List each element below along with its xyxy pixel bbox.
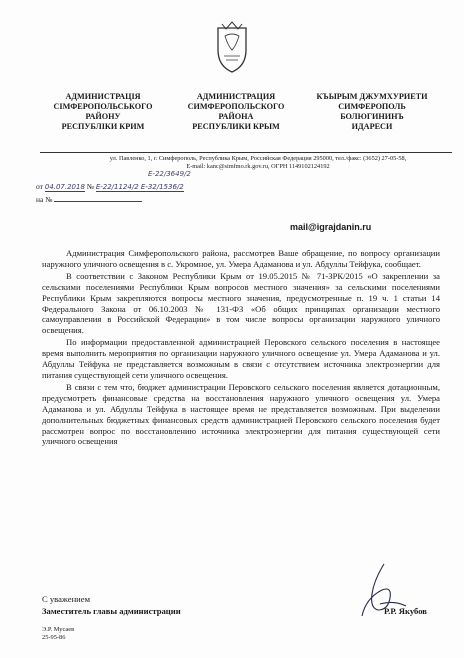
- header-crimean-tatar: КЪЫРЫМ ДЖУМХУРИЕТИ СИМФЕРОПОЛЬ БОЛЮГИНИНЪ ИДАРЕСИ: [316, 92, 428, 131]
- header-ukrainian: АДМИНИСТРАЦІЯ СІМФЕРОПОЛЬСЬКОГО РАЙОНУ РЕСПУБЛІКИ КРИМ: [53, 92, 153, 131]
- executor-info: [42, 626, 74, 642]
- incoming-number: [54, 201, 142, 202]
- from-label: от: [36, 182, 43, 191]
- from-date: 04.07.2018: [44, 183, 85, 191]
- recipient-email: mail@igrajdanin.ru: [290, 222, 372, 232]
- number-label: №: [86, 182, 94, 191]
- header-russian: АДМИНИСТРАЦИЯ СИМФЕРОПОЛЬСКОГО РАЙОНА РЕСПУБЛИКИ КРЫМ: [187, 92, 285, 131]
- outgoing-reference: [36, 182, 184, 192]
- signer-name: Р.Р. Якубов: [384, 606, 427, 616]
- paragraph: По информации предоставленной администрацией Перовского сельского поселения в настоящее время выполнить мероприятия по организации наружного уличного освещение ул. Умера Адаманова и ул. Абдуллы Тейфука не представляется возможным в связи с отсутствием источника электроэнергии для питания существующей сети уличного освещения.: [42, 337, 440, 380]
- header-divider: [40, 152, 452, 153]
- crimea-emblem-icon: [212, 20, 252, 76]
- closing-phrase: С уважением: [42, 594, 91, 604]
- paragraph: В соответствии с Законом Республики Крым от 19.05.2015 № 71-ЗРК/2015 «О закреплении за сельскими поселениями Республики Крым вопросов местного значения» за сельскими поселениями Республики Крым закрепляются вопросы местного значения, предусмотренные п. 19 ч. 1 статьи 14 Федерального Закона от 06.10.2003 № 131-ФЗ «Об общих принципах организации местного самоуправления в Российской Федерации» в том числе вопросы организации наружного уличного освещения.: [42, 270, 440, 336]
- outgoing-number: Е-22/1124/2 Е-32/1536/2: [95, 183, 184, 191]
- signer-title: Заместитель главы администрации: [42, 606, 181, 616]
- incoming-reference: [36, 195, 142, 204]
- registration-stamp: Е-22/3649/2: [148, 170, 191, 178]
- executor-phone: 25-95-86: [42, 634, 66, 641]
- letter-body: [42, 248, 440, 448]
- paragraph: Администрация Симферопольского района, рассмотрев Ваше обращение, по вопросу организации наружного уличного освещения в с. Укромное, ул. Умера Адаманова и ул. Абдуллы Тейфука, сообщает.: [42, 248, 440, 269]
- handwritten-signature: [344, 560, 416, 626]
- contact-email: E-mail: kanc@simfmo.rk.gov.ru, ОГРН 1149102124192: [186, 163, 330, 170]
- executor-name: Э.Р. Мусаев: [42, 626, 75, 633]
- contact-address: ул. Павленко, 1, г. Симферополь, Республика Крым, Российская Федерация 295000, тел./факс: (3652) 27-05-58,: [109, 155, 407, 162]
- to-label: на №: [36, 195, 53, 204]
- paragraph: В связи с тем что, бюджет администрации Перовского сельского поселения является дотационным, предусмотреть финансовые средства на восстановления наружного уличного освещения ул. Умера Адаманова и ул. Абдуллы Тейфука в настоящее время не представляется возможным. При выделении дополнительных бюджетных финансовых средств администрацией Перовского сельского поселения будет рассмотрен вопрос по восстановлению источника электроэнергии для питания существующей сети уличного освещения: [42, 381, 440, 447]
